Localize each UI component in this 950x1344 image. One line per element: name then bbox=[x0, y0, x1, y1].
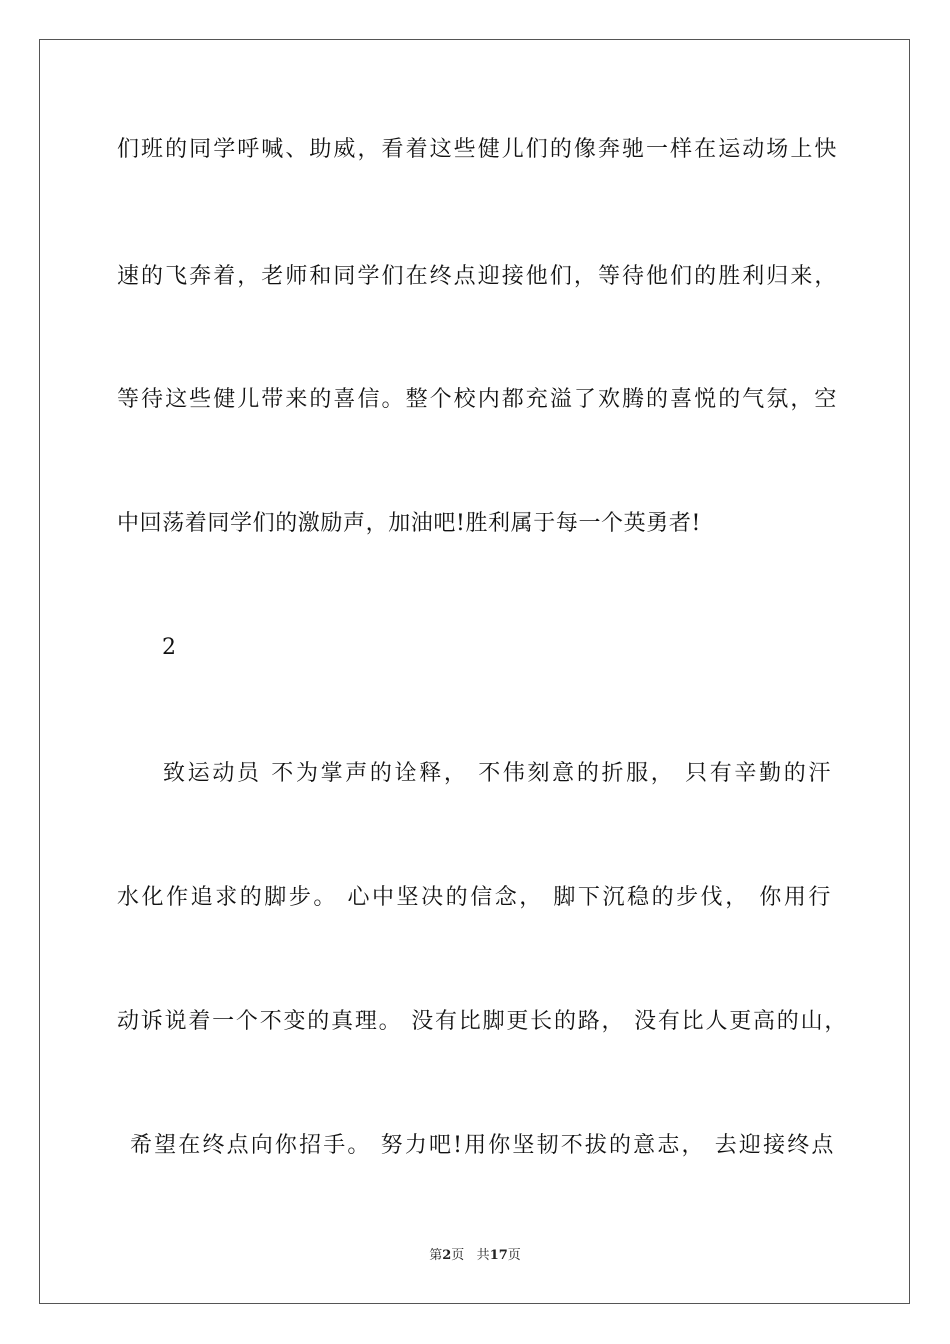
footer-total-prefix: 共 bbox=[476, 1248, 490, 1263]
section-number: 2 bbox=[162, 635, 177, 660]
footer-total-pages: 17 bbox=[489, 1248, 508, 1263]
footer-page-suffix: 页 bbox=[451, 1248, 465, 1263]
page-footer bbox=[0, 1248, 950, 1264]
footer-page-prefix: 第 bbox=[429, 1248, 443, 1263]
paragraph-line-3: 等待这些健儿带来的喜信。整个校内都充溢了欢腾的喜悦的气氛，空 bbox=[117, 387, 837, 412]
paragraph-line-4: 中回荡着同学们的激励声，加油吧!胜利属于每一个英勇者! bbox=[117, 511, 701, 536]
paragraph-line-6: 水化作追求的脚步。 心中坚决的信念， 脚下沉稳的步伐， 你用行 bbox=[117, 885, 831, 910]
paragraph-line-8: 希望在终点向你招手。 努力吧!用你坚韧不拔的意志， 去迎接终点 bbox=[130, 1133, 834, 1158]
paragraph-line-5: 致运动员 不为掌声的诠释， 不伟刻意的折服， 只有辛勤的汗 bbox=[163, 761, 831, 786]
paragraph-line-2: 速的飞奔着，老师和同学们在终点迎接他们，等待他们的胜利归来， bbox=[117, 264, 837, 289]
paragraph-line-7: 动诉说着一个不变的真理。 没有比脚更长的路， 没有比人更高的山， bbox=[117, 1009, 847, 1034]
paragraph-line-1: 们班的同学呼喊、助威，看着这些健儿们的像奔驰一样在运动场上快 bbox=[117, 137, 837, 162]
footer-page-number: 2 bbox=[442, 1248, 452, 1263]
page-border bbox=[39, 39, 910, 1304]
footer-total-suffix: 页 bbox=[507, 1248, 521, 1263]
